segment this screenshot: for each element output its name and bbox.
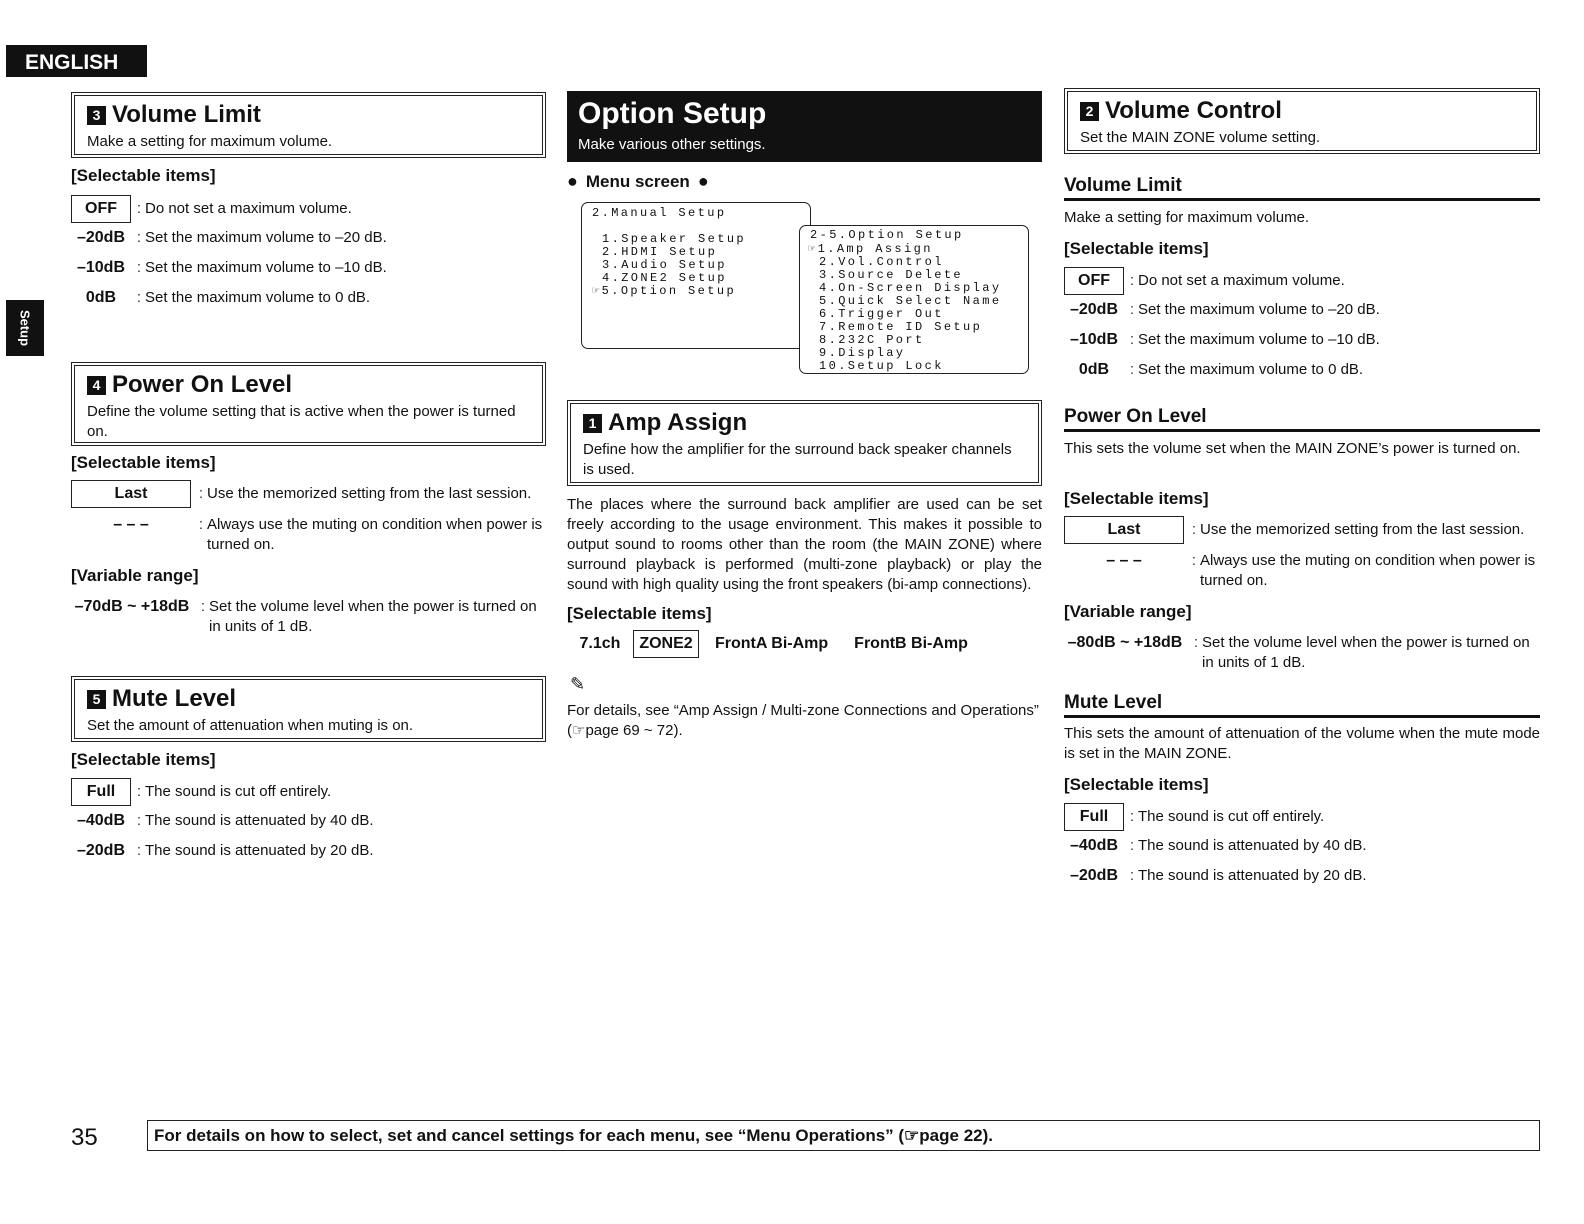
right-power-on-options — [1064, 516, 1540, 591]
option-text: Set the maximum volume to 0 dB. — [145, 289, 371, 306]
selectable-items-label: [Selectable items] — [1064, 489, 1209, 508]
option-key: – – – — [113, 516, 149, 533]
section-desc: Set the MAIN ZONE volume setting. — [1080, 129, 1321, 146]
section-desc: Make a setting for maximum volume. — [87, 133, 333, 150]
option-text: Always use the muting on condition when power is turned on. — [207, 516, 543, 553]
mute-level-header — [71, 676, 546, 742]
power-on-level-heading: Power On Level — [1064, 406, 1540, 432]
option-key: –20dB — [1069, 301, 1119, 318]
option-row: –20dB : The sound is attenuated by 20 dB. — [1064, 861, 1540, 891]
option-7-1ch: 7.1ch — [579, 635, 621, 652]
mute-level-heading: Mute Level — [1064, 692, 1540, 718]
mute-level-options — [71, 777, 546, 866]
menu-line: 4.On-Screen Display — [819, 281, 1002, 295]
option-key: Full — [71, 778, 131, 806]
option-text: The sound is attenuated by 40 dB. — [145, 812, 374, 829]
power-on-options — [71, 480, 546, 555]
option-row: – – – : Always use the muting on condition when power is turned on. — [1064, 551, 1540, 591]
menu-line: 1.Speaker Setup — [602, 232, 747, 246]
volume-limit-header — [71, 92, 546, 158]
section-number-icon: 4 — [87, 376, 106, 395]
selectable-items-label: [Selectable items] — [1064, 775, 1209, 794]
section-number-icon: 3 — [87, 106, 106, 125]
menu-line: 8.232C Port — [819, 333, 925, 347]
option-row: – – – : Always use the muting on condition when power is turned on. — [71, 515, 546, 555]
option-text: The sound is cut off entirely. — [145, 782, 332, 800]
option-key: Full — [1064, 803, 1124, 831]
volume-limit-options — [71, 194, 546, 313]
menu-line: 3.Source Delete — [819, 268, 964, 282]
amp-assign-options — [567, 630, 1042, 658]
selectable-items-label: [Selectable items] — [71, 166, 216, 185]
mute-level-desc: This sets the amount of attenuation of the volume when the mute mode is set in the MAIN ZONE. — [1064, 725, 1540, 762]
menu-list — [592, 233, 746, 298]
option-frontb-bi-amp: FrontB Bi-Amp — [854, 635, 968, 652]
option-text: The sound is attenuated by 40 dB. — [1138, 837, 1367, 854]
option-fronta-bi-amp: FrontA Bi-Amp — [715, 635, 829, 652]
option-row: –10dB : Set the maximum volume to –10 dB. — [71, 253, 546, 283]
volume-limit-heading: Volume Limit — [1064, 175, 1540, 201]
menu-title: 2.Manual Setup — [592, 206, 727, 220]
section-desc: Define the volume setting that is active when the power is turned on. — [87, 403, 516, 440]
option-row: Full : The sound is cut off entirely. — [71, 777, 546, 806]
option-text: Set the maximum volume to –10 dB. — [145, 259, 387, 276]
language-label: ENGLISH — [6, 45, 147, 77]
option-text: Do not set a maximum volume. — [145, 199, 352, 217]
page-number: 35 — [71, 1124, 98, 1151]
section-title: Mute Level — [112, 685, 237, 712]
option-row: 0dB : Set the maximum volume to 0 dB. — [1064, 355, 1540, 385]
option-row: –20dB : Set the maximum volume to –20 dB. — [71, 223, 546, 253]
power-on-level-desc: This sets the volume set when the MAIN ZONE’s power is turned on. — [1064, 440, 1521, 457]
menu-line: 5.Quick Select Name — [819, 294, 1002, 308]
section-desc: Define how the amplifier for the surround back speaker channels is used. — [583, 441, 1012, 478]
section-number-icon: 1 — [583, 414, 602, 433]
option-key: –20dB — [76, 229, 126, 246]
menu-line: 7.Remote ID Setup — [819, 320, 983, 334]
bullet-icon: ● — [697, 171, 709, 191]
pencil-note-icon: ✎ — [570, 674, 586, 694]
selectable-items-label: [Selectable items] — [567, 604, 712, 623]
section-title: Amp Assign — [608, 409, 748, 436]
page-subtitle: Make various other settings. — [578, 136, 766, 153]
menu-line: 2.Vol.Control — [819, 255, 944, 269]
option-key: –10dB — [76, 259, 126, 276]
amp-assign-note: For details, see “Amp Assign / Multi-zone Connections and Operations” (☞page 69 ~ 72). — [567, 702, 1039, 739]
option-key: –20dB — [76, 842, 126, 859]
variable-range-row: –70dB ~ +18dB : Set the volume level when the power is turned on in units of 1 dB. — [71, 597, 546, 637]
menu-line: 4.ZONE2 Setup — [602, 271, 727, 285]
selectable-items-label: [Selectable items] — [71, 750, 216, 769]
section-number-icon: 5 — [87, 690, 106, 709]
volume-control-header — [1064, 88, 1540, 154]
section-desc: Set the amount of attenuation when muting is on. — [87, 717, 414, 734]
amp-assign-paragraph: The places where the surround back amplifier are used can be set freely according to the usage environment. This makes it possible to output sound to rooms other than the room (the MAIN ZONE) where surround playback is performed (multi-zone playback) or play the sound with high quality using the front speakers (bi-amp connections). — [567, 496, 1042, 593]
footer-note: For details on how to select, set and cancel settings for each menu, see “Menu Operations” (☞page 22). — [147, 1120, 1540, 1151]
menu-title: 2-5.Option Setup — [810, 228, 964, 242]
menu-line: 9.Display — [819, 346, 906, 360]
variable-range-row: –80dB ~ +18dB : Set the volume level when the power is turned on in units of 1 dB. — [1064, 633, 1540, 673]
menu-line-selected: ☞5.Option Setup — [592, 284, 737, 298]
right-volume-limit-options — [1064, 266, 1540, 385]
option-row: –40dB : The sound is attenuated by 40 dB. — [1064, 831, 1540, 861]
side-tab-setup: Setup — [6, 300, 44, 356]
option-setup-banner — [567, 91, 1042, 162]
option-row: OFF : Do not set a maximum volume. — [1064, 266, 1540, 295]
option-key: OFF — [71, 195, 131, 223]
menu-line: 2.HDMI Setup — [602, 245, 718, 259]
option-text: The sound is attenuated by 20 dB. — [145, 842, 374, 859]
option-text: Set the maximum volume to –20 dB. — [145, 229, 387, 246]
option-text: The sound is attenuated by 20 dB. — [1138, 867, 1367, 884]
option-row: Last : Use the memorized setting from the last session. — [1064, 516, 1540, 544]
option-key: –20dB — [1069, 867, 1119, 884]
option-text: Use the memorized setting from the last session. — [1200, 521, 1525, 538]
variable-range-label: [Variable range] — [1064, 602, 1192, 621]
option-text: Do not set a maximum volume. — [1138, 271, 1345, 289]
power-on-level-header — [71, 362, 546, 446]
option-row: –40dB : The sound is attenuated by 40 dB. — [71, 806, 546, 836]
range-text: Set the volume level when the power is turned on in units of 1 dB. — [209, 598, 537, 635]
menu-line: 3.Audio Setup — [602, 258, 727, 272]
option-key: OFF — [1064, 267, 1124, 295]
menu-line-selected: ☞1.Amp Assign — [808, 242, 933, 256]
option-text: Set the maximum volume to –20 dB. — [1138, 301, 1380, 318]
page-title: Option Setup — [578, 97, 767, 130]
option-row: –20dB : Set the maximum volume to –20 dB. — [1064, 295, 1540, 325]
option-row: 0dB : Set the maximum volume to 0 dB. — [71, 283, 546, 313]
range-key: –80dB ~ +18dB — [1067, 634, 1183, 651]
menu-screen-label: ● Menu screen ● — [567, 171, 709, 191]
option-key: –40dB — [76, 812, 126, 829]
option-text: The sound is cut off entirely. — [1138, 807, 1325, 825]
option-text: Set the maximum volume to 0 dB. — [1138, 361, 1364, 378]
option-row: Last : Use the memorized setting from the last session. — [71, 480, 546, 508]
option-row: Full : The sound is cut off entirely. — [1064, 802, 1540, 831]
section-title: Power On Level — [112, 371, 293, 398]
option-key: 0dB — [1078, 361, 1110, 378]
option-row: –10dB : Set the maximum volume to –10 dB. — [1064, 325, 1540, 355]
section-title: Volume Control — [1105, 97, 1282, 124]
menu-line: 6.Trigger Out — [819, 307, 944, 321]
variable-range-label: [Variable range] — [71, 566, 199, 585]
option-key: –40dB — [1069, 837, 1119, 854]
option-text: Always use the muting on condition when power is turned on. — [1200, 552, 1536, 589]
option-zone2-default: ZONE2 — [633, 630, 699, 658]
range-key: –70dB ~ +18dB — [74, 598, 190, 615]
option-key: Last — [71, 480, 191, 508]
right-mute-level-options — [1064, 802, 1540, 891]
option-key: 0dB — [85, 289, 117, 306]
option-key: Last — [1064, 516, 1184, 544]
menu-list — [808, 243, 1001, 373]
option-row: –20dB : The sound is attenuated by 20 dB. — [71, 836, 546, 866]
option-key: –10dB — [1069, 331, 1119, 348]
menu-screen-manual-setup — [581, 202, 811, 349]
option-text: Use the memorized setting from the last session. — [207, 485, 532, 502]
volume-limit-desc: Make a setting for maximum volume. — [1064, 209, 1310, 226]
bullet-icon: ● — [567, 171, 578, 191]
option-text: Set the maximum volume to –10 dB. — [1138, 331, 1380, 348]
amp-assign-header — [567, 400, 1042, 486]
section-number-icon: 2 — [1080, 102, 1099, 121]
menu-screen-option-setup — [799, 225, 1029, 374]
selectable-items-label: [Selectable items] — [1064, 239, 1209, 258]
range-text: Set the volume level when the power is turned on in units of 1 dB. — [1202, 634, 1530, 671]
menu-line: 10.Setup Lock — [819, 359, 944, 373]
option-key: – – – — [1106, 552, 1142, 569]
selectable-items-label: [Selectable items] — [71, 453, 216, 472]
option-row: OFF : Do not set a maximum volume. — [71, 194, 546, 223]
section-title: Volume Limit — [112, 101, 261, 128]
